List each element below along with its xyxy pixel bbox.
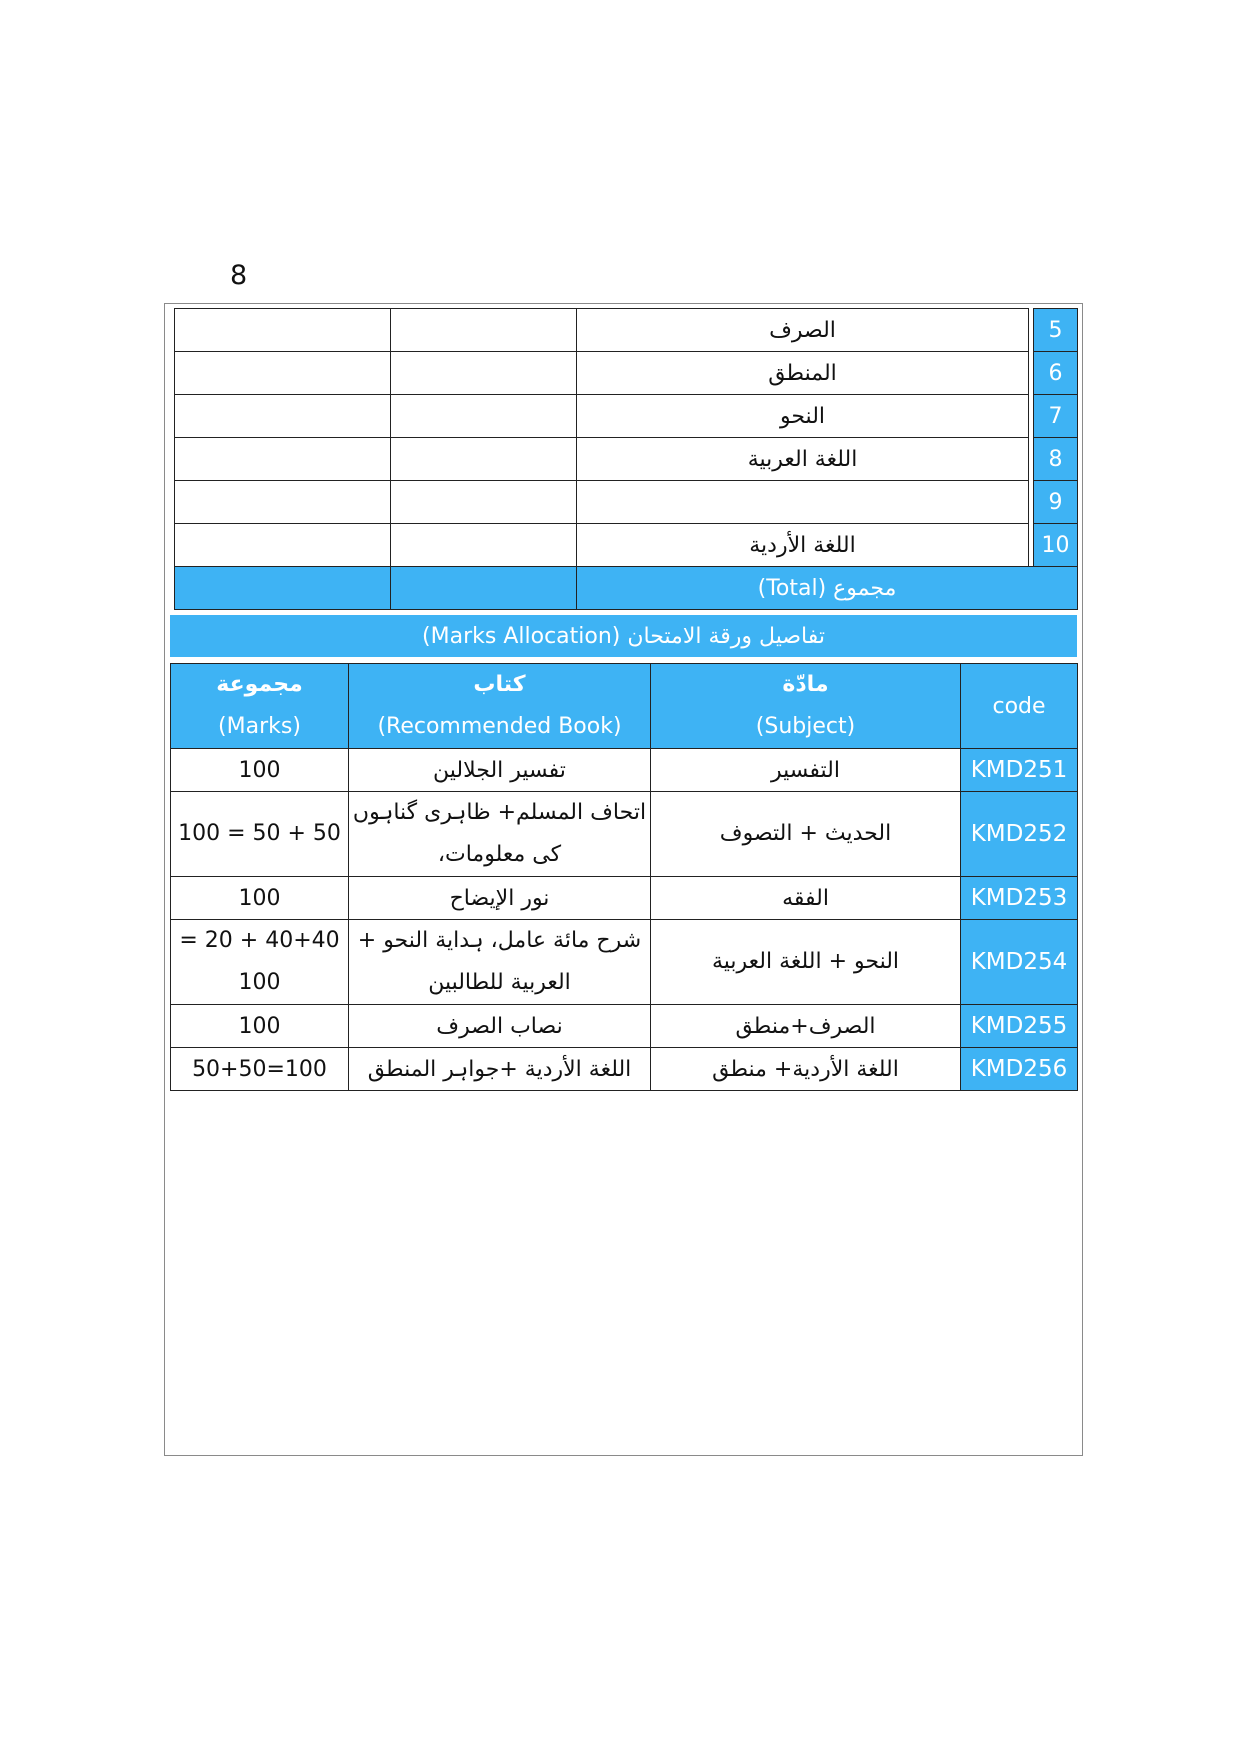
row-number: 9 (1034, 481, 1078, 524)
marks-cell: = 20 + 40+40 100 (171, 920, 349, 1005)
code-cell: KMD256 (961, 1048, 1078, 1091)
empty-cell (391, 438, 577, 481)
book-cell: اتحاف المسلم+ ظاہری گناہوں کی معلومات، (349, 792, 651, 877)
table-row (171, 1048, 1078, 1091)
empty-cell (391, 352, 577, 395)
code-cell: KMD255 (961, 1005, 1078, 1048)
subject-name: اللغة العربية (577, 438, 1029, 481)
marks-cell: 100 = 50 + 50 (171, 792, 349, 877)
subject-row (175, 395, 1078, 438)
table-row (171, 792, 1078, 877)
row-number: 5 (1034, 309, 1078, 352)
empty-cell (175, 352, 391, 395)
code-cell: KMD253 (961, 877, 1078, 920)
marks-cell: 100 (171, 877, 349, 920)
subject-cell: النحو + اللغة العربية (651, 920, 961, 1005)
empty-cell (391, 524, 577, 567)
empty-cell (391, 309, 577, 352)
subject-name: المنطق (577, 352, 1029, 395)
header-marks: مجموعة (Marks) (171, 664, 349, 749)
table-row (171, 920, 1078, 1005)
table-row (171, 749, 1078, 792)
total-label: مجموع (Total) (577, 567, 1078, 610)
code-cell: KMD254 (961, 920, 1078, 1005)
empty-cell (175, 395, 391, 438)
book-cell: اللغة الأردية +جواہر المنطق (349, 1048, 651, 1091)
subject-row (175, 438, 1078, 481)
table-row (171, 1005, 1078, 1048)
empty-cell (391, 481, 577, 524)
subjects-table (174, 308, 1078, 610)
marks-cell: 100 (171, 749, 349, 792)
row-number: 10 (1034, 524, 1078, 567)
total-empty-cell (391, 567, 577, 610)
subject-name: النحو (577, 395, 1029, 438)
empty-cell (175, 309, 391, 352)
subject-row (175, 524, 1078, 567)
header-book: کتاب (Recommended Book) (349, 664, 651, 749)
empty-cell (391, 395, 577, 438)
page-number: 8 (230, 260, 248, 291)
subject-row (175, 481, 1078, 524)
subject-cell: الفقه (651, 877, 961, 920)
row-number: 6 (1034, 352, 1078, 395)
subject-cell: الصرف+منطق (651, 1005, 961, 1048)
subject-name: الصرف (577, 309, 1029, 352)
header-row (171, 664, 1078, 749)
book-cell: شرح مائة عامل، ہدایة النحو + العربیة للطالبین (349, 920, 651, 1005)
total-empty-cell (175, 567, 391, 610)
row-number: 7 (1034, 395, 1078, 438)
subject-cell: التفسير (651, 749, 961, 792)
empty-cell (175, 438, 391, 481)
marks-allocation-banner: تفاصيل ورقة الامتحان (Marks Allocation) (170, 615, 1077, 657)
subject-name: اللغة الأردية (577, 524, 1029, 567)
marks-cell: 50+50=100 (171, 1048, 349, 1091)
subject-row (175, 352, 1078, 395)
subject-cell: اللغة الأردية+ منطق (651, 1048, 961, 1091)
subject-name (577, 481, 1029, 524)
table-row (171, 877, 1078, 920)
row-number: 8 (1034, 438, 1078, 481)
empty-cell (175, 524, 391, 567)
subject-cell: الحدیث + التصوف (651, 792, 961, 877)
book-cell: نصاب الصرف (349, 1005, 651, 1048)
marks-allocation-table (170, 663, 1078, 1091)
total-row (175, 567, 1078, 610)
subject-row (175, 309, 1078, 352)
book-cell: تفسیر الجلالین (349, 749, 651, 792)
empty-cell (175, 481, 391, 524)
header-code: code (961, 664, 1078, 749)
marks-cell: 100 (171, 1005, 349, 1048)
book-cell: نور الإیضاح (349, 877, 651, 920)
code-cell: KMD251 (961, 749, 1078, 792)
header-subject: مادّة (Subject) (651, 664, 961, 749)
code-cell: KMD252 (961, 792, 1078, 877)
